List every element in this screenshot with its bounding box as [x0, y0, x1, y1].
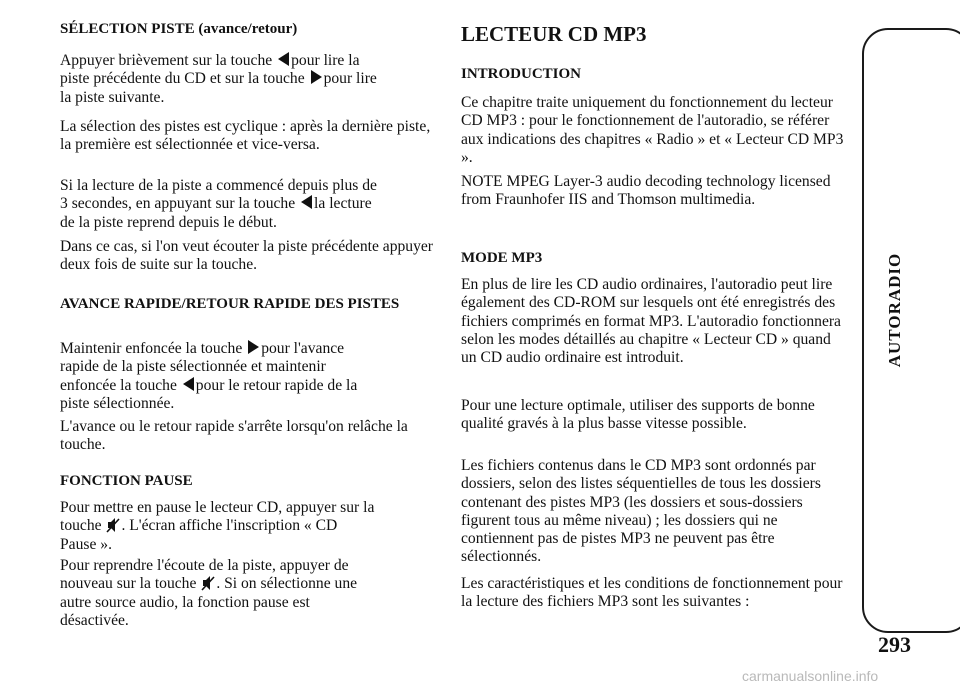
watermark: carmanualsonline.info [742, 668, 879, 684]
paragraph: L'avance ou le retour rapide s'arrête lorsqu'on relâche la touche. [60, 418, 408, 454]
mute-icon [201, 575, 215, 591]
paragraph: Appuyer brièvement sur la touche pour lire la piste précédente du CD et sur la touche pour lire la piste suivante. [60, 52, 377, 106]
paragraph: Pour mettre en pause le lecteur CD, appuyer sur la touche . L'écran affiche l'inscription « CD Pause ». [60, 499, 375, 553]
left-arrow-icon [278, 52, 289, 66]
paragraph: NOTE MPEG Layer-3 audio decoding technology licensed from Fraunhofer IIS and Thomson multimedia. [461, 173, 831, 209]
right-arrow-icon [311, 70, 322, 84]
section-heading-fast-forward: AVANCE RAPIDE/RETOUR RAPIDE DES PISTES [60, 296, 400, 312]
paragraph: Pour reprendre l'écoute de la piste, appuyer de nouveau sur la touche . Si on sélectionne une autre source audio, la fonction pause est désactivée. [60, 557, 358, 629]
section-heading-mp3-mode: MODE MP3 [461, 250, 543, 266]
paragraph: Les fichiers contenus dans le CD MP3 sont ordonnés par dossiers, selon des listes séquentielles de tous les dossiers contenant des pistes MP3 (les dossiers et sous-dossiers figurent tous au même niveau) ; les dossiers qui ne contiennent pas de pistes MP3 ne peuvent pas être sélectionnés. [461, 457, 821, 566]
paragraph: Pour une lecture optimale, utiliser des supports de bonne qualité gravés à la plus basse vitesse possible. [461, 397, 815, 433]
paragraph: Ce chapitre traite uniquement du fonctionnement du lecteur CD MP3 : pour le fonctionnement de l'autoradio, se référer aux indications des chapitres « Radio » et « Lecteur CD MP3 ». [461, 94, 844, 166]
left-arrow-icon [183, 377, 194, 391]
paragraph: Dans ce cas, si l'on veut écouter la piste précédente appuyer deux fois de suite sur la touche. [60, 238, 434, 274]
chapter-title: LECTEUR CD MP3 [461, 22, 647, 46]
paragraph: En plus de lire les CD audio ordinaires, l'autoradio peut lire également des CD-ROM sur lesquels ont été enregistrés des fichiers comprimés en format MP3. L'autoradio fonctionnera selon les modes détaillés au chapitre « Lecteur CD » quand un CD audio ordinaire est introduit. [461, 276, 841, 367]
section-heading-track-selection: SÉLECTION PISTE (avance/retour) [60, 21, 298, 37]
section-heading-introduction: INTRODUCTION [461, 66, 582, 82]
chapter-tab-label: AUTORADIO [885, 252, 904, 368]
left-arrow-icon [301, 195, 312, 209]
paragraph: Les caractéristiques et les conditions de fonctionnement pour la lecture des fichiers MP3 sont les suivantes : [461, 575, 843, 611]
mute-icon [106, 517, 120, 533]
paragraph: Maintenir enfoncée la touche pour l'avance rapide de la piste sélectionnée et maintenir enfoncée la touche pour le retour rapide de la piste sélectionnée. [60, 340, 358, 412]
right-arrow-icon [248, 340, 259, 354]
paragraph: La sélection des pistes est cyclique : après la dernière piste, la première est sélectionnée et vice-versa. [60, 118, 431, 154]
page-number: 293 [878, 632, 911, 657]
section-heading-pause: FONCTION PAUSE [60, 473, 193, 489]
chapter-tab [862, 28, 960, 633]
paragraph: Si la lecture de la piste a commencé depuis plus de 3 secondes, en appuyant sur la touche la lecture de la piste reprend depuis le début. [60, 177, 377, 231]
